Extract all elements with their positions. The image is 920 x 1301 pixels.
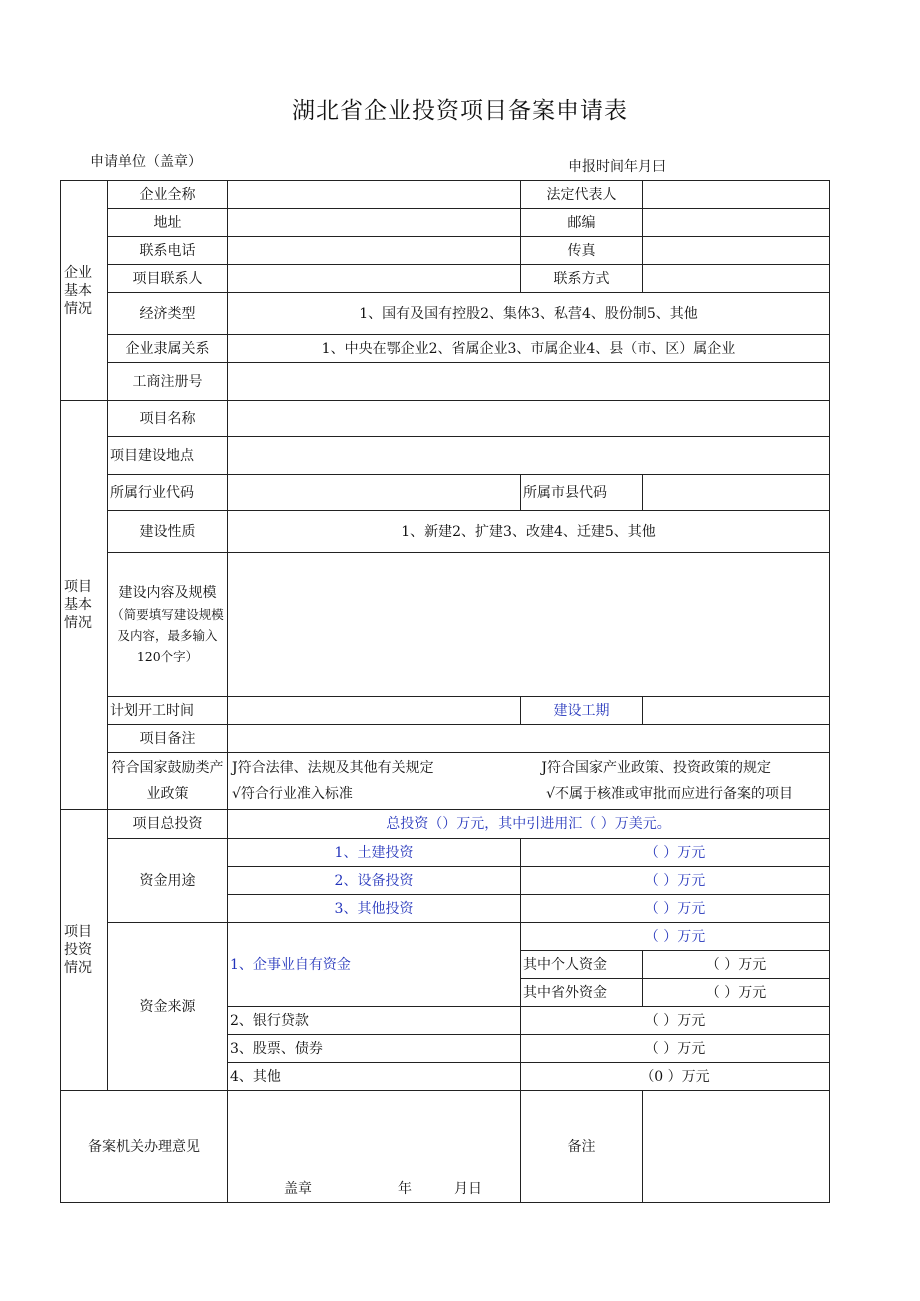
label-project-location: 项目建设地点 [108,437,228,475]
input-postcode[interactable] [643,209,830,237]
bank-loan-amount[interactable]: （ ）万元 [521,1007,830,1035]
input-phone[interactable] [228,237,521,265]
input-fax[interactable] [643,237,830,265]
label-out-of-province-funds: 其中省外资金 [521,979,643,1007]
fund-source-other: 4、其他 [228,1063,521,1091]
out-of-province-funds-amount[interactable]: （ ）万元 [643,979,830,1007]
label-planned-start: 计划开工时间 [108,697,228,725]
label-registration-number: 工商注册号 [108,363,228,401]
label-enterprise-name: 企业全称 [108,181,228,209]
input-registration-number[interactable] [228,363,830,401]
section-investment-label: 项目投资情况 [61,810,108,1091]
label-project-remarks: 项目备注 [108,725,228,753]
construction-nature-options[interactable]: 1、新建2、扩建3、改建4、迁建5、其他 [228,511,830,553]
label-county-code: 所属市县代码 [521,475,643,511]
section-enterprise-label: 企业基本情况 [61,181,108,401]
input-footer-remark[interactable] [643,1091,830,1203]
label-legal-rep: 法定代表人 [521,181,643,209]
fund-use-civil: 1、土建投资 [228,839,521,867]
label-address: 地址 [108,209,228,237]
policy-item-law[interactable]: J符合法律、法规及其他有关规定 [232,760,434,776]
construction-content-note: （简要填写建设规模及内容，最多输入120个字） [111,607,224,664]
stamp-month-day-label: 月日 [454,1181,482,1197]
input-project-name[interactable] [228,401,830,437]
fund-use-other: 3、其他投资 [228,895,521,923]
label-project-contact: 项目联系人 [108,265,228,293]
fund-source-stocks-bonds: 3、股票、债券 [228,1035,521,1063]
label-industry-code: 所属行业代码 [108,475,228,511]
input-project-remarks[interactable] [228,725,830,753]
fund-use-civil-amount[interactable]: （ ）万元 [521,839,830,867]
stamp-year-label: 年 [398,1181,412,1197]
economic-type-options[interactable]: 1、国有及国有控股2、集体3、私营4、股份制5、其他 [228,293,830,335]
label-construction-content [108,553,228,697]
fund-source-bank-loan: 2、银行贷款 [228,1007,521,1035]
label-contact-method: 联系方式 [521,265,643,293]
label-phone: 联系电话 [108,237,228,265]
input-county-code[interactable] [643,475,830,511]
personal-funds-amount[interactable]: （ ）万元 [643,951,830,979]
policy-item-industry-policy[interactable]: J符合国家产业政策、投资政策的规定 [541,760,771,776]
input-project-contact[interactable] [228,265,521,293]
input-filing-opinion[interactable] [228,1091,521,1203]
fund-source-own: 1、企事业自有资金 [228,923,521,1007]
label-industrial-policy: 符合国家鼓励类产业政策 [108,753,228,810]
input-construction-period[interactable] [643,697,830,725]
stamp-date-line [228,1180,520,1198]
fund-use-equipment-amount[interactable]: （ ）万元 [521,867,830,895]
input-industry-code[interactable] [228,475,521,511]
input-enterprise-name[interactable] [228,181,521,209]
fund-use-other-amount[interactable]: （ ）万元 [521,895,830,923]
label-fund-source: 资金来源 [108,923,228,1091]
stamp-label: 盖章 [284,1181,312,1197]
stocks-bonds-amount[interactable]: （ ）万元 [521,1035,830,1063]
label-project-name: 项目名称 [108,401,228,437]
fund-use-equipment: 2、设备投资 [228,867,521,895]
filing-form-table [60,180,830,1203]
label-total-investment: 项目总投资 [108,810,228,839]
construction-content-title: 建设内容及规模 [118,585,217,601]
label-fund-use: 资金用途 [108,839,228,923]
policy-item-filing-scope[interactable]: √不属于核准或审批而应进行备案的项目 [546,786,793,802]
label-fax: 传真 [521,237,643,265]
submission-date-label: 申报时间年月曰 [568,159,666,175]
affiliation-options[interactable]: 1、中央在鄂企业2、省属企业3、市属企业4、县（市、区）属企业 [228,335,830,363]
page-title: 湖北省企业投资项目备案申请表 [292,98,628,124]
applicant-label: 申请单位（盖章） [90,154,202,170]
fund-source-own-amount[interactable]: （ ）万元 [521,923,830,951]
fund-source-other-amount[interactable]: （0 ）万元 [521,1063,830,1091]
input-planned-start[interactable] [228,697,521,725]
section-project-label: 项目基本情况 [61,401,108,810]
label-construction-period: 建设工期 [521,697,643,725]
input-legal-rep[interactable] [643,181,830,209]
total-investment-text[interactable]: 总投资（）万元，其中引进用汇（ ）万美元。 [228,810,830,839]
label-filing-opinion: 备案机关办理意见 [61,1091,228,1203]
input-project-location[interactable] [228,437,830,475]
label-footer-remark: 备注 [521,1091,643,1203]
policy-checklist [228,753,830,810]
label-economic-type: 经济类型 [108,293,228,335]
input-contact-method[interactable] [643,265,830,293]
input-construction-content[interactable] [228,553,830,697]
label-personal-funds: 其中个人资金 [521,951,643,979]
label-postcode: 邮编 [521,209,643,237]
policy-item-access-standard[interactable]: √符合行业准入标准 [232,786,353,802]
label-affiliation: 企业隶属关系 [108,335,228,363]
input-address[interactable] [228,209,521,237]
label-construction-nature: 建设性质 [108,511,228,553]
